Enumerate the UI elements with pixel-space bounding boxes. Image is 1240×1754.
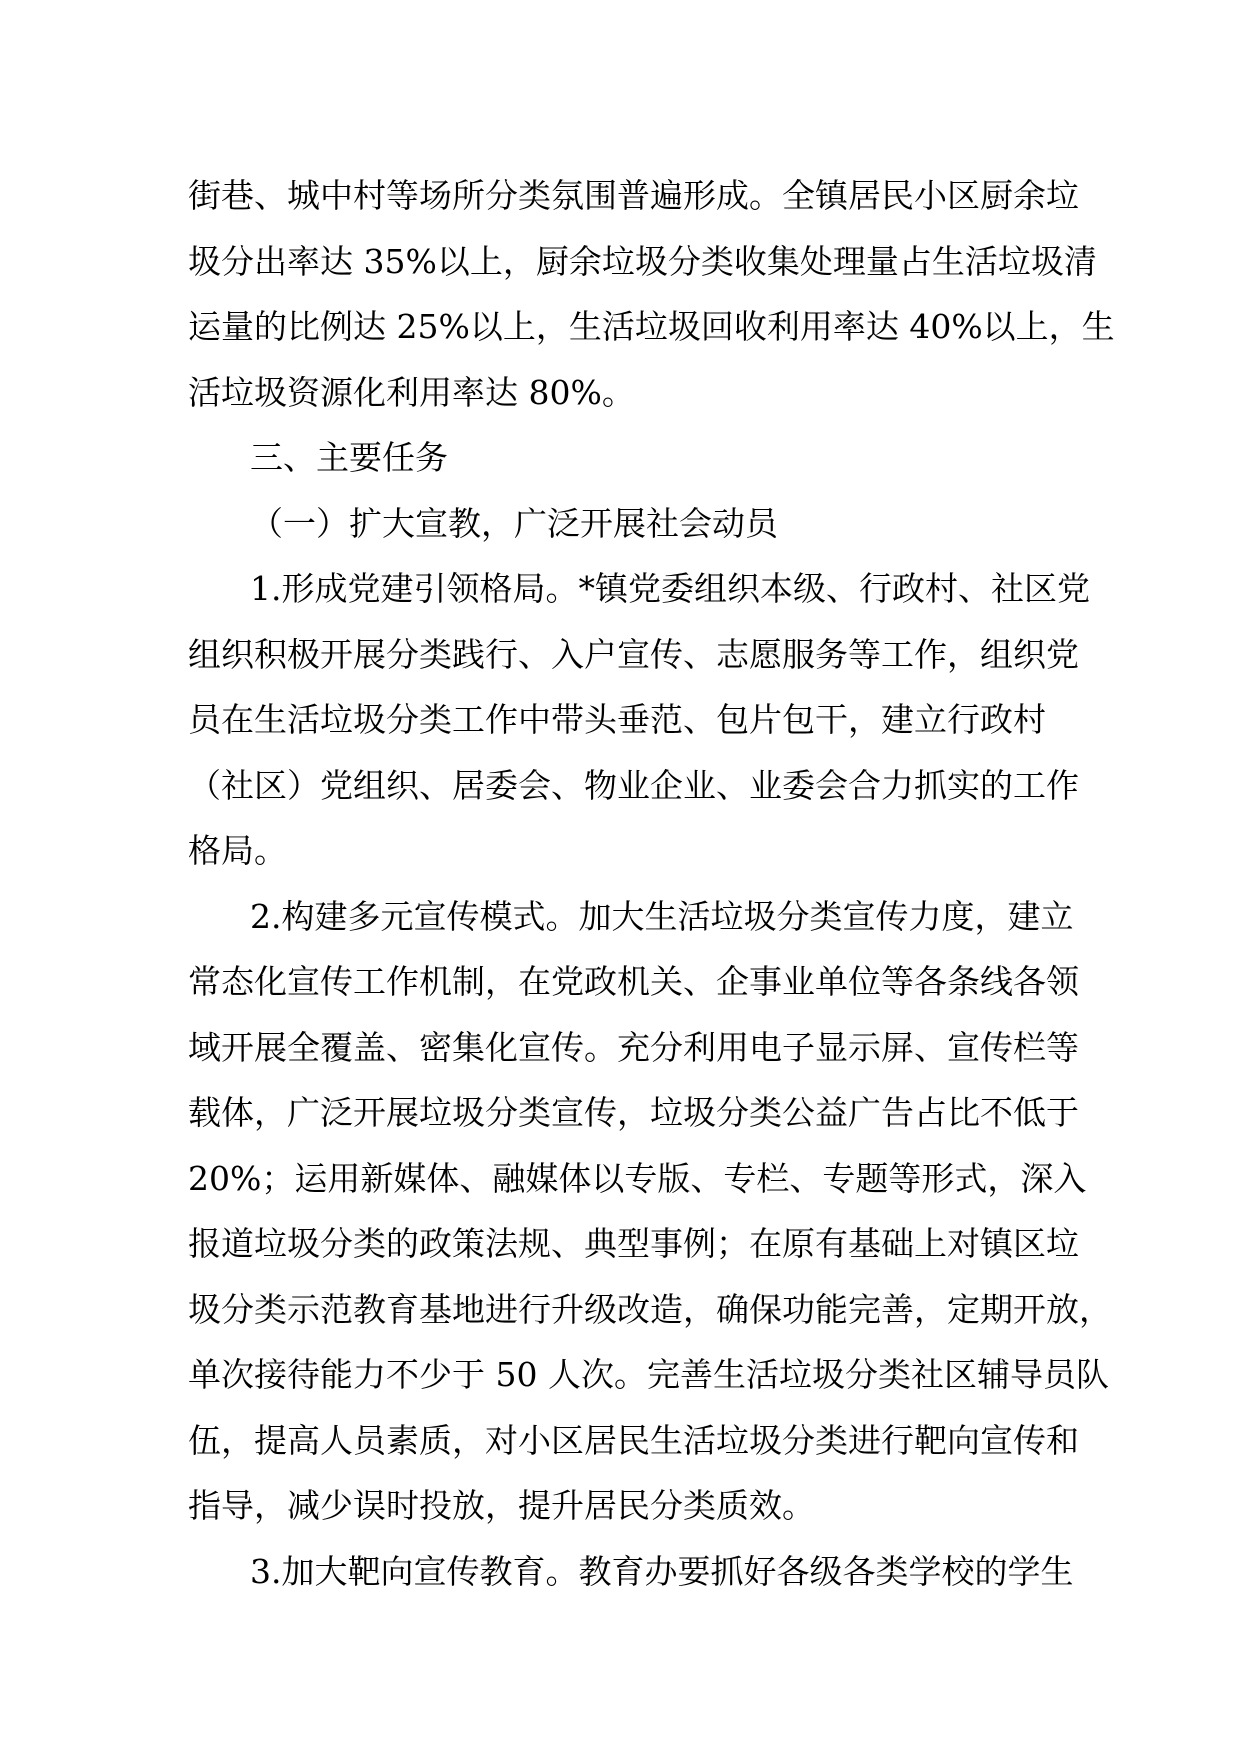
body-text-line: 20%；运用新媒体、融媒体以专版、专栏、专题等形式，深入 <box>188 1158 1087 1198</box>
paragraph-start-line: 3.加大靶向宣传教育。教育办要抓好各级各类学校的学生 <box>250 1551 1074 1591</box>
body-text-line: 指导，减少误时投放，提升居民分类质效。 <box>188 1486 815 1525</box>
paragraph-start-line: 1.形成党建引领格局。*镇党委组织本级、行政村、社区党 <box>250 569 1090 608</box>
document-body <box>188 163 1115 1604</box>
body-text-line: 圾分类示范教育基地进行升级改造，确保功能完善，定期开放， <box>188 1289 1112 1329</box>
body-text-line: 载体，广泛开展垃圾分类宣传，垃圾分类公益广告占比不低于 <box>188 1093 1079 1132</box>
body-text-line: 员在生活垃圾分类工作中带头垂范、包片包干，建立行政村 <box>188 700 1046 739</box>
body-text-line: 报道垃圾分类的政策法规、典型事例；在原有基础上对镇区垃 <box>188 1224 1079 1263</box>
body-text-line: 运量的比例达 25%以上，生活垃圾回收利用率达 40%以上，生 <box>188 307 1115 346</box>
body-text-line: 街巷、城中村等场所分类氛围普遍形成。全镇居民小区厨余垃 <box>188 176 1079 215</box>
section-heading: 三、主要任务 <box>250 438 448 477</box>
body-text-line: （社区）党组织、居委会、物业企业、业委会合力抓实的工作 <box>188 765 1079 805</box>
body-text-line: 单次接待能力不少于 50 人次。完善生活垃圾分类社区辅导员队 <box>188 1355 1109 1394</box>
body-text-line: 组织积极开展分类践行、入户宣传、志愿服务等工作，组织党 <box>188 634 1079 674</box>
body-text-line: 格局。 <box>188 831 287 870</box>
body-text-line: 活垃圾资源化利用率达 80%。 <box>188 372 635 412</box>
paragraph-start-line: 2.构建多元宣传模式。加大生活垃圾分类宣传力度，建立 <box>250 896 1074 936</box>
body-text-line: 域开展全覆盖、密集化宣传。充分利用电子显示屏、宣传栏等 <box>188 1027 1079 1067</box>
body-text-line: 伍，提高人员素质，对小区居民生活垃圾分类进行靶向宣传和 <box>188 1420 1079 1460</box>
body-text-line: 常态化宣传工作机制，在党政机关、企事业单位等各条线各领 <box>188 962 1079 1001</box>
body-text-line: 圾分出率达 35%以上，厨余垃圾分类收集处理量占生活垃圾清 <box>188 241 1097 281</box>
subsection-heading: （一）扩大宣教，广泛开展社会动员 <box>250 503 778 543</box>
